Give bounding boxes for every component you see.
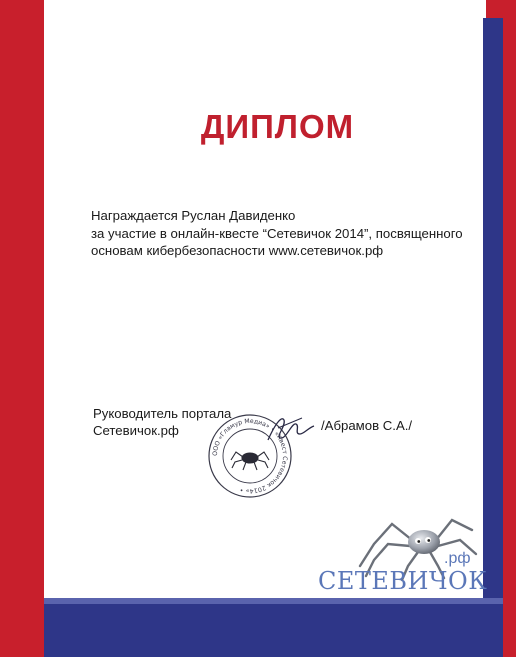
handwritten-signature	[262, 412, 318, 446]
signer-name: /Абрамов С.А./	[321, 418, 413, 433]
frame-right-blue-border	[483, 18, 503, 657]
frame-bottom-blue-border	[44, 604, 503, 657]
reason-line-1: за участие в онлайн-квесте “Сетевичок 2014”, посвященного	[91, 225, 463, 241]
role-line-2: Сетевичок.рф	[93, 423, 179, 438]
reason-line-2: основам кибербезопасности www.сетевичок.рф	[91, 243, 384, 258]
stamp-ring-text: ООО «Гламур Медиа» • «Квест Сетевичок 2014» •	[211, 417, 289, 495]
logo-domain: .рф	[444, 550, 471, 567]
diploma-title: ДИПЛОМ	[200, 108, 355, 145]
diploma-body	[91, 207, 471, 260]
diploma-sheet	[44, 0, 483, 598]
logo-wordmark: СЕТЕВИЧОК	[318, 567, 488, 595]
stamp-spider-icon	[231, 452, 269, 470]
frame-left-red-border	[0, 0, 44, 657]
award-line: Награждается Руслан Давиденко	[91, 208, 296, 223]
role-line-1: Руководитель портала	[93, 406, 232, 421]
